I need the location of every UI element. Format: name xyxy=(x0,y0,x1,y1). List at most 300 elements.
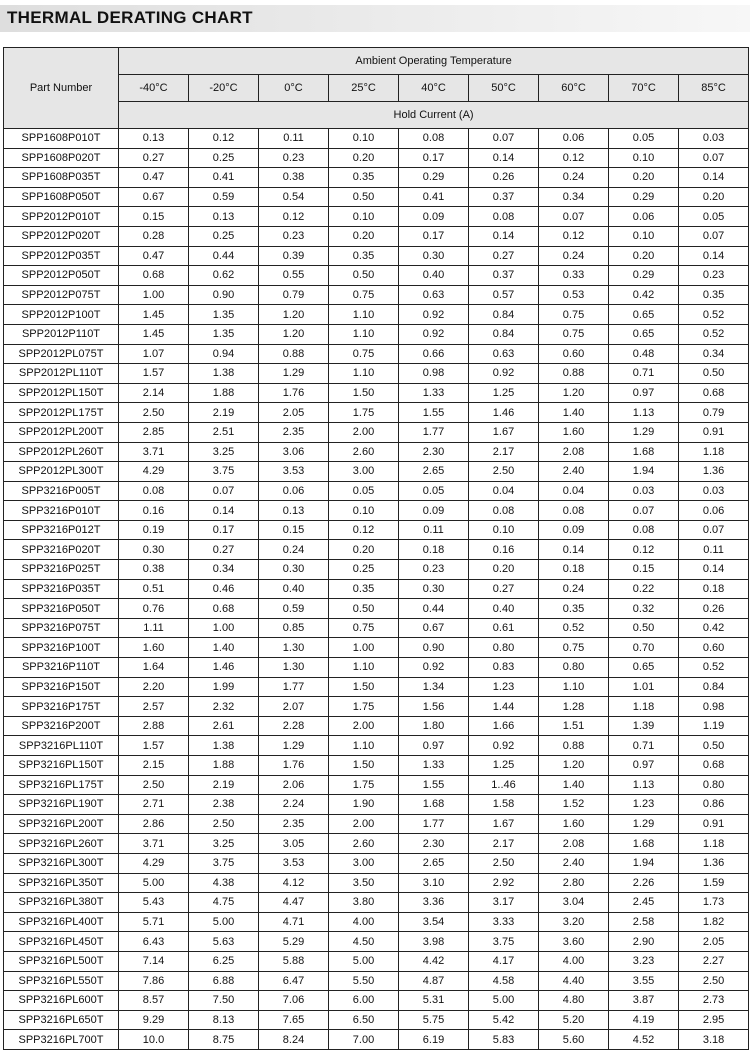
hold-current-cell: 2.80 xyxy=(539,873,609,893)
hold-current-cell: 0.03 xyxy=(679,481,749,501)
hold-current-cell: 2.00 xyxy=(329,814,399,834)
hold-current-cell: 0.65 xyxy=(609,324,679,344)
hold-current-cell: 0.09 xyxy=(539,520,609,540)
hold-current-cell: 2.73 xyxy=(679,991,749,1011)
hold-current-cell: 1.10 xyxy=(329,324,399,344)
hold-current-cell: 0.25 xyxy=(329,560,399,580)
hold-current-cell: 0.53 xyxy=(539,285,609,305)
hold-current-cell: 7.14 xyxy=(119,951,189,971)
hold-current-cell: 0.57 xyxy=(469,285,539,305)
hold-current-cell: 0.68 xyxy=(189,599,259,619)
hold-current-cell: 0.03 xyxy=(609,481,679,501)
hold-current-cell: 3.60 xyxy=(539,932,609,952)
ambient-temperature-header: Ambient Operating Temperature xyxy=(119,48,749,75)
hold-current-cell: 1.29 xyxy=(609,814,679,834)
table-row xyxy=(4,658,749,678)
part-number-cell: SPP2012PL200T xyxy=(4,422,119,442)
table-row xyxy=(4,599,749,619)
hold-current-cell: 0.75 xyxy=(329,344,399,364)
hold-current-cell: 7.00 xyxy=(329,1030,399,1050)
hold-current-cell: 0.62 xyxy=(189,266,259,286)
hold-current-cell: 2.08 xyxy=(539,834,609,854)
hold-current-cell: 1.68 xyxy=(609,442,679,462)
hold-current-cell: 6.88 xyxy=(189,971,259,991)
table-row xyxy=(4,775,749,795)
hold-current-cell: 1.01 xyxy=(609,677,679,697)
hold-current-cell: 0.16 xyxy=(119,501,189,521)
hold-current-cell: 0.52 xyxy=(679,324,749,344)
hold-current-cell: 0.08 xyxy=(399,129,469,149)
hold-current-cell: 0.23 xyxy=(679,266,749,286)
hold-current-cell: 5.00 xyxy=(469,991,539,1011)
hold-current-cell: 1.38 xyxy=(189,736,259,756)
hold-current-cell: 2.92 xyxy=(469,873,539,893)
part-number-cell: SPP3216PL600T xyxy=(4,991,119,1011)
hold-current-cell: 1.00 xyxy=(329,638,399,658)
hold-current-cell: 0.27 xyxy=(469,246,539,266)
hold-current-cell: 5.60 xyxy=(539,1030,609,1050)
hold-current-cell: 1.51 xyxy=(539,716,609,736)
hold-current-cell: 1.20 xyxy=(259,305,329,325)
table-row xyxy=(4,1010,749,1030)
hold-current-cell: 1.44 xyxy=(469,697,539,717)
hold-current-cell: 0.52 xyxy=(679,305,749,325)
table-row xyxy=(4,814,749,834)
temperature-header: -20°C xyxy=(189,75,259,102)
hold-current-cell: 1.13 xyxy=(609,403,679,423)
hold-current-cell: 0.05 xyxy=(609,129,679,149)
hold-current-cell: 7.65 xyxy=(259,1010,329,1030)
hold-current-cell: 1.50 xyxy=(329,383,399,403)
hold-current-cell: 1.18 xyxy=(609,697,679,717)
hold-current-cell: 4.58 xyxy=(469,971,539,991)
hold-current-cell: 5.20 xyxy=(539,1010,609,1030)
hold-current-cell: 0.06 xyxy=(609,207,679,227)
hold-current-cell: 1.18 xyxy=(679,442,749,462)
hold-current-cell: 1.11 xyxy=(119,618,189,638)
hold-current-cell: 3.75 xyxy=(189,462,259,482)
hold-current-cell: 4.80 xyxy=(539,991,609,1011)
hold-current-cell: 0.63 xyxy=(399,285,469,305)
hold-current-cell: 3.54 xyxy=(399,912,469,932)
hold-current-cell: 1.73 xyxy=(679,893,749,913)
hold-current-cell: 1.20 xyxy=(259,324,329,344)
part-number-cell: SPP2012PL110T xyxy=(4,364,119,384)
hold-current-cell: 0.14 xyxy=(189,501,259,521)
hold-current-cell: 0.20 xyxy=(329,540,399,560)
hold-current-cell: 1.10 xyxy=(329,364,399,384)
hold-current-cell: 0.10 xyxy=(329,207,399,227)
part-number-cell: SPP2012P010T xyxy=(4,207,119,227)
hold-current-cell: 6.47 xyxy=(259,971,329,991)
table-row xyxy=(4,795,749,815)
hold-current-cell: 3.00 xyxy=(329,462,399,482)
part-number-cell: SPP2012P020T xyxy=(4,226,119,246)
hold-current-cell: 7.06 xyxy=(259,991,329,1011)
table-row xyxy=(4,462,749,482)
hold-current-cell: 0.08 xyxy=(609,520,679,540)
hold-current-cell: 0.51 xyxy=(119,579,189,599)
hold-current-cell: 1.82 xyxy=(679,912,749,932)
hold-current-cell: 0.08 xyxy=(469,207,539,227)
part-number-cell: SPP2012P075T xyxy=(4,285,119,305)
hold-current-cell: 0.35 xyxy=(539,599,609,619)
hold-current-cell: 3.10 xyxy=(399,873,469,893)
table-row xyxy=(4,168,749,188)
hold-current-cell: 2.05 xyxy=(259,403,329,423)
hold-current-cell: 2.51 xyxy=(189,422,259,442)
page-title: THERMAL DERATING CHART xyxy=(7,8,253,27)
hold-current-cell: 2.65 xyxy=(399,853,469,873)
part-number-cell: SPP3216P035T xyxy=(4,579,119,599)
hold-current-cell: 0.50 xyxy=(609,618,679,638)
hold-current-cell: 4.12 xyxy=(259,873,329,893)
temperature-header: 50°C xyxy=(469,75,539,102)
hold-current-cell: 0.13 xyxy=(189,207,259,227)
hold-current-cell: 0.37 xyxy=(469,187,539,207)
hold-current-cell: 0.52 xyxy=(539,618,609,638)
hold-current-cell: 1.50 xyxy=(329,756,399,776)
hold-current-cell: 1.23 xyxy=(609,795,679,815)
hold-current-cell: 1.23 xyxy=(469,677,539,697)
hold-current-cell: 0.98 xyxy=(679,697,749,717)
hold-current-cell: 3.98 xyxy=(399,932,469,952)
hold-current-cell: 0.47 xyxy=(119,246,189,266)
table-row xyxy=(4,560,749,580)
hold-current-cell: 1.66 xyxy=(469,716,539,736)
part-number-cell: SPP3216P020T xyxy=(4,540,119,560)
hold-current-cell: 0.30 xyxy=(119,540,189,560)
hold-current-cell: 0.34 xyxy=(539,187,609,207)
hold-current-cell: 3.53 xyxy=(259,853,329,873)
hold-current-cell: 0.20 xyxy=(609,168,679,188)
hold-current-cell: 2.05 xyxy=(679,932,749,952)
hold-current-cell: 0.14 xyxy=(469,148,539,168)
part-number-cell: SPP3216PL500T xyxy=(4,951,119,971)
hold-current-cell: 0.18 xyxy=(399,540,469,560)
hold-current-cell: 2.88 xyxy=(119,716,189,736)
hold-current-cell: 0.25 xyxy=(189,148,259,168)
hold-current-cell: 0.17 xyxy=(399,148,469,168)
hold-current-cell: 0.75 xyxy=(539,305,609,325)
hold-current-cell: 10.0 xyxy=(119,1030,189,1050)
hold-current-cell: 2.15 xyxy=(119,756,189,776)
part-number-cell: SPP3216PL380T xyxy=(4,893,119,913)
hold-current-cell: 2.71 xyxy=(119,795,189,815)
hold-current-cell: 0.17 xyxy=(189,520,259,540)
hold-current-cell: 0.11 xyxy=(679,540,749,560)
hold-current-cell: 4.19 xyxy=(609,1010,679,1030)
thermal-derating-table xyxy=(3,47,749,1050)
part-number-cell: SPP3216P012T xyxy=(4,520,119,540)
hold-current-header: Hold Current (A) xyxy=(119,102,749,129)
hold-current-cell: 0.80 xyxy=(539,658,609,678)
part-number-cell: SPP3216P010T xyxy=(4,501,119,521)
hold-current-cell: 2.30 xyxy=(399,834,469,854)
hold-current-cell: 0.92 xyxy=(399,324,469,344)
hold-current-cell: 0.08 xyxy=(469,501,539,521)
hold-current-cell: 4.47 xyxy=(259,893,329,913)
hold-current-cell: 0.79 xyxy=(679,403,749,423)
table-row xyxy=(4,971,749,991)
hold-current-cell: 1.55 xyxy=(399,775,469,795)
part-number-cell: SPP2012P100T xyxy=(4,305,119,325)
hold-current-cell: 1.20 xyxy=(539,383,609,403)
hold-current-cell: 0.38 xyxy=(259,168,329,188)
hold-current-cell: 0.35 xyxy=(329,579,399,599)
hold-current-cell: 0.84 xyxy=(679,677,749,697)
part-number-cell: SPP3216PL175T xyxy=(4,775,119,795)
table-row xyxy=(4,383,749,403)
hold-current-cell: 0.14 xyxy=(679,246,749,266)
table-row xyxy=(4,1030,749,1050)
hold-current-cell: 1..46 xyxy=(469,775,539,795)
part-number-cell: SPP2012P035T xyxy=(4,246,119,266)
hold-current-cell: 0.75 xyxy=(329,285,399,305)
hold-current-cell: 2.50 xyxy=(469,853,539,873)
table-row xyxy=(4,520,749,540)
hold-current-cell: 1.90 xyxy=(329,795,399,815)
hold-current-cell: 0.50 xyxy=(329,599,399,619)
hold-current-cell: 0.34 xyxy=(189,560,259,580)
table-row xyxy=(4,677,749,697)
hold-current-cell: 1.75 xyxy=(329,775,399,795)
hold-current-cell: 4.00 xyxy=(539,951,609,971)
hold-current-cell: 0.24 xyxy=(539,168,609,188)
table-row xyxy=(4,129,749,149)
hold-current-cell: 0.67 xyxy=(399,618,469,638)
hold-current-cell: 1.30 xyxy=(259,658,329,678)
hold-current-cell: 5.29 xyxy=(259,932,329,952)
hold-current-cell: 0.17 xyxy=(399,226,469,246)
hold-current-cell: 0.54 xyxy=(259,187,329,207)
hold-current-cell: 2.40 xyxy=(539,462,609,482)
hold-current-cell: 2.65 xyxy=(399,462,469,482)
hold-current-cell: 0.22 xyxy=(609,579,679,599)
hold-current-cell: 0.24 xyxy=(539,579,609,599)
table-row xyxy=(4,618,749,638)
table-row xyxy=(4,540,749,560)
hold-current-cell: 4.75 xyxy=(189,893,259,913)
hold-current-cell: 1.88 xyxy=(189,383,259,403)
hold-current-cell: 3.55 xyxy=(609,971,679,991)
hold-current-cell: 0.84 xyxy=(469,305,539,325)
hold-current-cell: 0.91 xyxy=(679,422,749,442)
hold-current-cell: 0.09 xyxy=(399,207,469,227)
hold-current-cell: 2.40 xyxy=(539,853,609,873)
hold-current-cell: 0.30 xyxy=(399,246,469,266)
hold-current-cell: 0.44 xyxy=(189,246,259,266)
hold-current-cell: 5.63 xyxy=(189,932,259,952)
hold-current-cell: 1.59 xyxy=(679,873,749,893)
hold-current-cell: 0.60 xyxy=(539,344,609,364)
hold-current-cell: 4.29 xyxy=(119,462,189,482)
hold-current-cell: 1.40 xyxy=(539,775,609,795)
hold-current-cell: 1.80 xyxy=(399,716,469,736)
hold-current-cell: 2.35 xyxy=(259,814,329,834)
hold-current-cell: 2.00 xyxy=(329,422,399,442)
part-number-cell: SPP2012P050T xyxy=(4,266,119,286)
hold-current-cell: 2.32 xyxy=(189,697,259,717)
part-number-cell: SPP3216P150T xyxy=(4,677,119,697)
part-number-cell: SPP3216PL450T xyxy=(4,932,119,952)
part-number-cell: SPP3216PL550T xyxy=(4,971,119,991)
hold-current-cell: 0.27 xyxy=(469,579,539,599)
table-row xyxy=(4,246,749,266)
hold-current-cell: 0.50 xyxy=(329,266,399,286)
hold-current-cell: 0.06 xyxy=(259,481,329,501)
hold-current-cell: 1.25 xyxy=(469,383,539,403)
hold-current-cell: 1.25 xyxy=(469,756,539,776)
temperature-header: 25°C xyxy=(329,75,399,102)
part-number-cell: SPP2012PL075T xyxy=(4,344,119,364)
table-row xyxy=(4,991,749,1011)
hold-current-cell: 5.71 xyxy=(119,912,189,932)
hold-current-cell: 0.75 xyxy=(329,618,399,638)
temperature-header: 0°C xyxy=(259,75,329,102)
hold-current-cell: 0.92 xyxy=(469,736,539,756)
hold-current-cell: 0.14 xyxy=(539,540,609,560)
hold-current-cell: 1.52 xyxy=(539,795,609,815)
hold-current-cell: 0.09 xyxy=(399,501,469,521)
temperature-header: 70°C xyxy=(609,75,679,102)
hold-current-cell: 8.13 xyxy=(189,1010,259,1030)
hold-current-cell: 1.30 xyxy=(259,638,329,658)
hold-current-cell: 0.07 xyxy=(679,520,749,540)
hold-current-cell: 3.71 xyxy=(119,442,189,462)
table-row xyxy=(4,951,749,971)
hold-current-cell: 0.71 xyxy=(609,364,679,384)
part-number-cell: SPP1608P035T xyxy=(4,168,119,188)
hold-current-cell: 0.90 xyxy=(399,638,469,658)
hold-current-cell: 0.20 xyxy=(329,226,399,246)
table-row xyxy=(4,324,749,344)
hold-current-cell: 0.92 xyxy=(399,305,469,325)
hold-current-cell: 0.97 xyxy=(609,756,679,776)
hold-current-cell: 0.04 xyxy=(539,481,609,501)
hold-current-cell: 0.05 xyxy=(679,207,749,227)
hold-current-cell: 0.68 xyxy=(679,383,749,403)
hold-current-cell: 0.67 xyxy=(119,187,189,207)
part-number-cell: SPP3216P005T xyxy=(4,481,119,501)
hold-current-cell: 0.94 xyxy=(189,344,259,364)
hold-current-cell: 5.88 xyxy=(259,951,329,971)
hold-current-cell: 2.61 xyxy=(189,716,259,736)
hold-current-cell: 0.04 xyxy=(469,481,539,501)
table-row xyxy=(4,716,749,736)
table-row xyxy=(4,756,749,776)
hold-current-cell: 0.91 xyxy=(679,814,749,834)
table-row xyxy=(4,853,749,873)
hold-current-cell: 0.97 xyxy=(609,383,679,403)
hold-current-cell: 0.66 xyxy=(399,344,469,364)
hold-current-cell: 0.20 xyxy=(679,187,749,207)
hold-current-cell: 1.67 xyxy=(469,814,539,834)
hold-current-cell: 0.08 xyxy=(539,501,609,521)
hold-current-cell: 1.60 xyxy=(119,638,189,658)
hold-current-cell: 1.45 xyxy=(119,324,189,344)
table-row xyxy=(4,697,749,717)
hold-current-cell: 3.87 xyxy=(609,991,679,1011)
part-number-cell: SPP1608P050T xyxy=(4,187,119,207)
hold-current-cell: 1.00 xyxy=(119,285,189,305)
hold-current-cell: 0.92 xyxy=(399,658,469,678)
part-number-cell: SPP1608P020T xyxy=(4,148,119,168)
hold-current-cell: 2.50 xyxy=(189,814,259,834)
hold-current-cell: 2.85 xyxy=(119,422,189,442)
hold-current-cell: 0.44 xyxy=(399,599,469,619)
part-number-cell: SPP3216PL190T xyxy=(4,795,119,815)
hold-current-cell: 3.71 xyxy=(119,834,189,854)
hold-current-cell: 1.94 xyxy=(609,462,679,482)
table-row xyxy=(4,344,749,364)
hold-current-cell: 1.76 xyxy=(259,383,329,403)
hold-current-cell: 1.10 xyxy=(329,736,399,756)
hold-current-cell: 4.38 xyxy=(189,873,259,893)
hold-current-cell: 0.10 xyxy=(469,520,539,540)
hold-current-cell: 4.17 xyxy=(469,951,539,971)
hold-current-cell: 1.13 xyxy=(609,775,679,795)
hold-current-cell: 2.60 xyxy=(329,834,399,854)
hold-current-cell: 0.07 xyxy=(679,148,749,168)
hold-current-cell: 0.10 xyxy=(609,226,679,246)
hold-current-cell: 4.71 xyxy=(259,912,329,932)
hold-current-cell: 3.17 xyxy=(469,893,539,913)
hold-current-cell: 0.35 xyxy=(329,168,399,188)
hold-current-cell: 5.00 xyxy=(329,951,399,971)
hold-current-cell: 5.00 xyxy=(189,912,259,932)
hold-current-cell: 0.50 xyxy=(679,736,749,756)
hold-current-cell: 1.75 xyxy=(329,403,399,423)
hold-current-cell: 0.24 xyxy=(539,246,609,266)
hold-current-cell: 0.12 xyxy=(329,520,399,540)
hold-current-cell: 5.83 xyxy=(469,1030,539,1050)
hold-current-cell: 1.40 xyxy=(539,403,609,423)
hold-current-cell: 2.38 xyxy=(189,795,259,815)
hold-current-cell: 0.52 xyxy=(679,658,749,678)
hold-current-cell: 5.75 xyxy=(399,1010,469,1030)
hold-current-cell: 2.28 xyxy=(259,716,329,736)
hold-current-cell: 2.45 xyxy=(609,893,679,913)
hold-current-cell: 1.19 xyxy=(679,716,749,736)
hold-current-cell: 3.75 xyxy=(469,932,539,952)
hold-current-cell: 4.87 xyxy=(399,971,469,991)
hold-current-cell: 2.50 xyxy=(119,403,189,423)
hold-current-cell: 0.27 xyxy=(119,148,189,168)
hold-current-cell: 0.40 xyxy=(399,266,469,286)
hold-current-cell: 0.75 xyxy=(539,324,609,344)
hold-current-cell: 6.50 xyxy=(329,1010,399,1030)
hold-current-cell: 0.71 xyxy=(609,736,679,756)
hold-current-cell: 6.19 xyxy=(399,1030,469,1050)
table-row xyxy=(4,481,749,501)
hold-current-cell: 0.18 xyxy=(539,560,609,580)
table-row xyxy=(4,266,749,286)
hold-current-cell: 0.23 xyxy=(399,560,469,580)
hold-current-cell: 1.34 xyxy=(399,677,469,697)
hold-current-cell: 1.46 xyxy=(469,403,539,423)
hold-current-cell: 0.40 xyxy=(469,599,539,619)
hold-current-cell: 1.75 xyxy=(329,697,399,717)
hold-current-cell: 4.52 xyxy=(609,1030,679,1050)
hold-current-cell: 1.77 xyxy=(399,422,469,442)
hold-current-cell: 0.12 xyxy=(259,207,329,227)
hold-current-cell: 0.90 xyxy=(189,285,259,305)
table-row xyxy=(4,285,749,305)
hold-current-cell: 0.13 xyxy=(259,501,329,521)
hold-current-cell: 0.23 xyxy=(259,148,329,168)
hold-current-cell: 0.24 xyxy=(259,540,329,560)
